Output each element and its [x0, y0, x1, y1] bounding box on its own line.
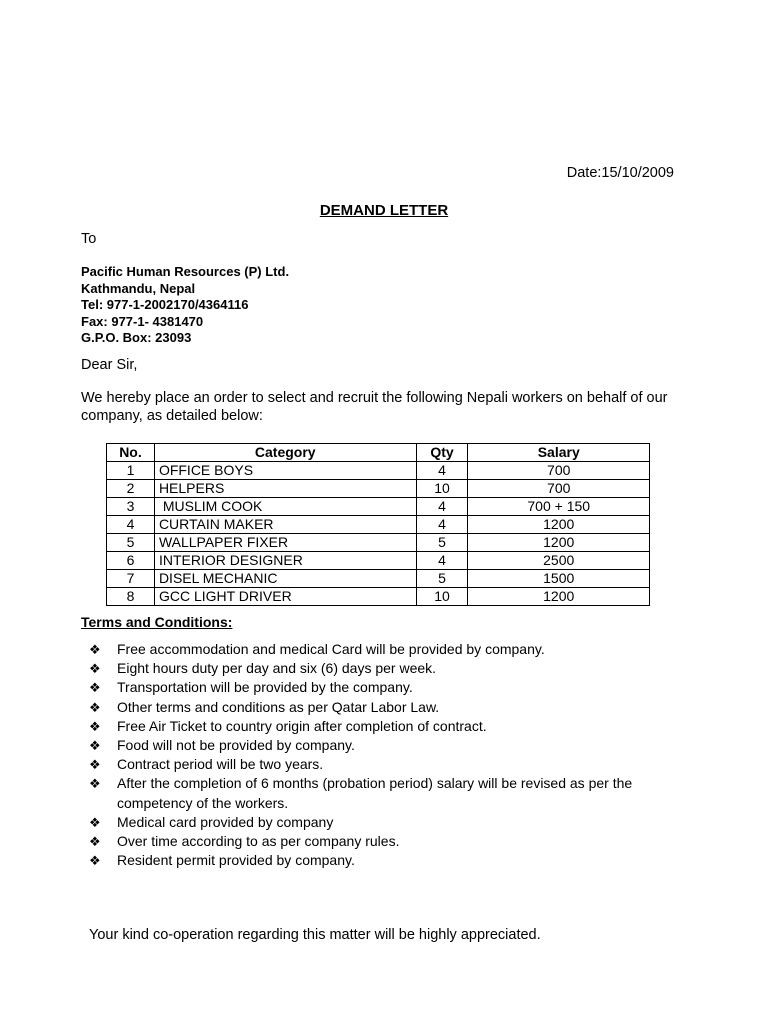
address-line-fax: Fax: 977-1- 4381470	[81, 313, 204, 329]
header-salary: Salary	[468, 444, 650, 462]
diamond-bullet-icon: ❖	[89, 699, 101, 715]
address-line-city: Kathmandu, Nepal	[81, 280, 196, 296]
term-text: Other terms and conditions as per Qatar Labor Law.	[117, 698, 440, 715]
diamond-bullet-icon: ❖	[89, 834, 101, 850]
cell-no: 2	[107, 480, 155, 498]
table-row	[107, 480, 650, 498]
cell-category: MUSLIM COOK	[154, 498, 416, 516]
diamond-bullet-icon: ❖	[89, 853, 101, 869]
address-line-pobox: G.P.O. Box: 23093	[81, 330, 192, 345]
diamond-bullet-icon: ❖	[89, 814, 101, 830]
cell-qty: 10	[416, 480, 468, 498]
cell-no: 1	[107, 462, 155, 480]
cell-category: HELPERS	[154, 480, 416, 498]
list-item	[89, 813, 679, 832]
term-text: Food will not be provided by company.	[117, 737, 355, 754]
diamond-bullet-icon: ❖	[89, 718, 101, 734]
header-qty: Qty	[416, 444, 468, 462]
cell-qty: 10	[416, 588, 468, 606]
cell-qty: 4	[416, 498, 468, 516]
terms-list	[89, 640, 679, 870]
recipient-address	[81, 264, 289, 347]
cell-no: 3	[107, 498, 155, 516]
term-text: Contract period will be two years.	[117, 756, 324, 773]
cell-category: WALLPAPER FIXER	[154, 534, 416, 552]
term-text: Transportation will be provided by the company.	[117, 679, 413, 696]
cell-qty: 5	[416, 534, 468, 552]
diamond-bullet-icon: ❖	[89, 757, 101, 773]
list-item	[89, 851, 679, 870]
term-text: Over time according to as per company rules.	[117, 833, 400, 850]
table-row	[107, 570, 650, 588]
letter-date: Date:15/10/2009	[566, 165, 674, 181]
diamond-bullet-icon: ❖	[89, 680, 101, 696]
term-text: After the completion of 6 months (probation period) salary will be revised as per the competency of the workers.	[117, 775, 633, 811]
closing-sentence: Your kind co-operation regarding this matter will be highly appreciated.	[89, 927, 541, 943]
terms-heading: Terms and Conditions:	[81, 614, 233, 630]
cell-no: 4	[107, 516, 155, 534]
diamond-bullet-icon: ❖	[89, 642, 101, 657]
diamond-bullet-icon: ❖	[89, 738, 101, 754]
intro-paragraph: We hereby place an order to select and recruit the following Nepali workers on behalf of our company, as detailed below:	[81, 390, 668, 424]
list-item	[89, 774, 679, 812]
term-text: Free Air Ticket to country origin after completion of contract.	[117, 717, 487, 734]
workers-table	[106, 443, 650, 606]
table-row	[107, 462, 650, 480]
list-item	[89, 736, 679, 755]
cell-salary: 700	[468, 480, 650, 498]
cell-salary: 1200	[468, 516, 650, 534]
list-item	[89, 640, 679, 659]
diamond-bullet-icon: ❖	[89, 776, 101, 792]
cell-qty: 4	[416, 516, 468, 534]
cell-qty: 5	[416, 570, 468, 588]
cell-salary: 2500	[468, 552, 650, 570]
cell-qty: 4	[416, 552, 468, 570]
cell-category: DISEL MECHANIC	[154, 570, 416, 588]
term-text: Resident permit provided by company.	[117, 852, 355, 869]
term-text: Medical card provided by company	[117, 813, 334, 830]
header-no: No.	[107, 444, 155, 462]
letter-title: DEMAND LETTER	[319, 202, 449, 219]
table-header-row	[107, 444, 650, 462]
cell-salary: 1200	[468, 588, 650, 606]
header-category: Category	[154, 444, 416, 462]
diamond-bullet-icon: ❖	[89, 661, 101, 677]
address-line-tel: Tel: 977-1-2002170/4364116	[81, 297, 249, 312]
cell-salary: 1500	[468, 570, 650, 588]
cell-qty: 4	[416, 462, 468, 480]
table-row	[107, 552, 650, 570]
list-item	[89, 678, 679, 697]
cell-salary: 1200	[468, 534, 650, 552]
term-text: Eight hours duty per day and six (6) days per week.	[117, 660, 437, 677]
cell-salary: 700 + 150	[468, 498, 650, 516]
cell-no: 7	[107, 570, 155, 588]
list-item	[89, 659, 679, 678]
salutation: Dear Sir,	[81, 357, 138, 373]
table-row	[107, 534, 650, 552]
cell-no: 6	[107, 552, 155, 570]
list-item	[89, 832, 679, 851]
cell-no: 5	[107, 534, 155, 552]
table-row	[107, 516, 650, 534]
table-row	[107, 498, 650, 516]
table-row	[107, 588, 650, 606]
term-text: Free accommodation and medical Card will be provided by company.	[117, 641, 545, 657]
list-item	[89, 755, 679, 774]
address-line-company: Pacific Human Resources (P) Ltd.	[81, 264, 290, 279]
list-item	[89, 717, 679, 736]
list-item	[89, 698, 679, 717]
cell-category: GCC LIGHT DRIVER	[154, 588, 416, 606]
recipient-label: To	[81, 231, 97, 247]
cell-category: INTERIOR DESIGNER	[154, 552, 416, 570]
cell-category: OFFICE BOYS	[154, 462, 416, 480]
cell-salary: 700	[468, 462, 650, 480]
cell-category: CURTAIN MAKER	[154, 516, 416, 534]
cell-no: 8	[107, 588, 155, 606]
